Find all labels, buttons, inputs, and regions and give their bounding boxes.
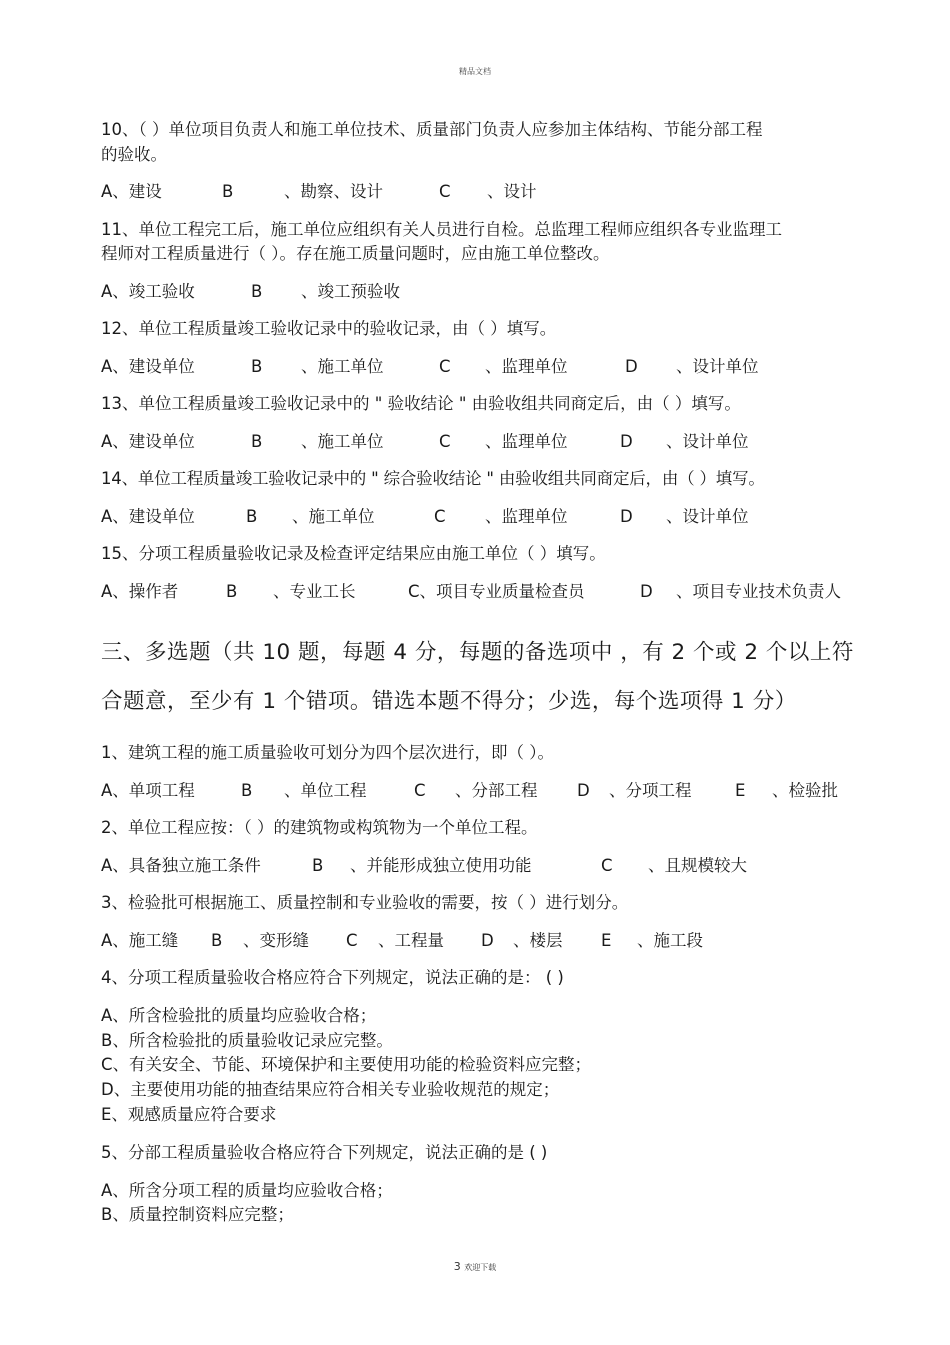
q11-option-b-letter: B bbox=[251, 282, 263, 301]
m4-item-e: E、观感质量应符合要求 bbox=[101, 1105, 277, 1124]
q15-option-b: 、专业工长 bbox=[273, 582, 356, 601]
m5-item-a: A、所含分项工程的质量均应验收合格； bbox=[101, 1181, 393, 1200]
m1-option-c-letter: C bbox=[414, 781, 426, 800]
q14-option-b-letter: B bbox=[246, 507, 258, 526]
m3-option-d: 、楼层 bbox=[513, 931, 563, 950]
m2-option-b-letter: B bbox=[312, 856, 324, 875]
q12-option-d: 、设计单位 bbox=[676, 357, 759, 376]
question-10-line-1: 10、（ ）单位项目负责人和施工单位技术、质量部门负责人应参加主体结构、节能分部工程 bbox=[101, 120, 763, 139]
m2-option-b: 、并能形成独立使用功能 bbox=[350, 856, 532, 875]
q13-option-d-letter: D bbox=[620, 432, 633, 451]
m1-option-a: A、单项工程 bbox=[101, 781, 195, 800]
q14-option-d: 、设计单位 bbox=[666, 507, 749, 526]
q13-option-c: 、监理单位 bbox=[485, 432, 568, 451]
question-10-line-2: 的验收。 bbox=[101, 145, 167, 164]
m3-option-d-letter: D bbox=[481, 931, 494, 950]
q13-option-c-letter: C bbox=[439, 432, 451, 451]
m4-item-a: A、所含检验批的质量均应验收合格； bbox=[101, 1006, 377, 1025]
multi-question-1: 1、建筑工程的施工质量验收可划分为四个层次进行，即（ ）。 bbox=[101, 743, 554, 762]
q12-option-c-letter: C bbox=[439, 357, 451, 376]
m3-option-e-letter: E bbox=[601, 931, 612, 950]
footer-note: 欢迎下载 bbox=[464, 1263, 497, 1272]
q12-option-b: 、施工单位 bbox=[301, 357, 384, 376]
m1-option-e-letter: E bbox=[735, 781, 746, 800]
question-11-line-1: 11、单位工程完工后，施工单位应组织有关人员进行自检。总监理工程师应组织各专业监理工 bbox=[101, 220, 782, 239]
m2-option-a: A、具备独立施工条件 bbox=[101, 856, 261, 875]
q13-option-b: 、施工单位 bbox=[301, 432, 384, 451]
q14-option-c: 、监理单位 bbox=[485, 507, 568, 526]
q12-option-d-letter: D bbox=[625, 357, 638, 376]
section-3-heading-line-1: 三、多选题（共 10 题，每题 4 分，每题的备选项中 ，有 2 个或 2 个以上符 bbox=[101, 640, 854, 665]
question-11-line-2: 程师对工程质量进行（ ）。存在施工质量问题时，应由施工单位整改。 bbox=[101, 244, 610, 263]
q12-option-b-letter: B bbox=[251, 357, 263, 376]
m2-option-c: 、且规模较大 bbox=[648, 856, 747, 875]
m3-option-c: 、工程量 bbox=[378, 931, 444, 950]
page-number: 3 bbox=[453, 1260, 461, 1273]
m3-option-b-letter: B bbox=[211, 931, 223, 950]
q15-option-a: A、操作者 bbox=[101, 582, 179, 601]
multi-question-3: 3、检验批可根据施工、质量控制和专业验收的需要，按（ ）进行划分。 bbox=[101, 893, 629, 912]
m4-item-d: D、主要使用功能的抽查结果应符合相关专业验收规范的规定； bbox=[101, 1080, 560, 1099]
q14-option-b: 、施工单位 bbox=[292, 507, 375, 526]
q11-option-b: 、竣工预验收 bbox=[301, 282, 400, 301]
m3-option-e: 、施工段 bbox=[637, 931, 703, 950]
q10-option-b: 、勘察、设计 bbox=[284, 182, 383, 201]
q15-option-d-letter: D bbox=[640, 582, 653, 601]
q13-option-b-letter: B bbox=[251, 432, 263, 451]
q14-option-c-letter: C bbox=[434, 507, 446, 526]
q14-option-a: A、建设单位 bbox=[101, 507, 195, 526]
q11-option-a: A、竣工验收 bbox=[101, 282, 195, 301]
question-15: 15、分项工程质量验收记录及检查评定结果应由施工单位（ ）填写。 bbox=[101, 544, 606, 563]
q13-option-a: A、建设单位 bbox=[101, 432, 195, 451]
m5-item-b: B、质量控制资料应完整； bbox=[101, 1205, 294, 1224]
m1-option-c: 、分部工程 bbox=[455, 781, 538, 800]
m1-option-d: 、分项工程 bbox=[609, 781, 692, 800]
m4-item-c: C、有关安全、节能、环境保护和主要使用功能的检验资料应完整； bbox=[101, 1055, 592, 1074]
q15-option-d: 、项目专业技术负责人 bbox=[676, 582, 841, 601]
m1-option-b: 、单位工程 bbox=[284, 781, 367, 800]
question-12: 12、单位工程质量竣工验收记录中的验收记录，由（ ）填写。 bbox=[101, 319, 557, 338]
q10-option-b-letter: B bbox=[222, 182, 234, 201]
page-header: 精品文档 bbox=[459, 67, 491, 76]
q12-option-c: 、监理单位 bbox=[485, 357, 568, 376]
m3-option-b: 、变形缝 bbox=[243, 931, 309, 950]
m2-option-c-letter: C bbox=[601, 856, 613, 875]
multi-question-5: 5、分部工程质量验收合格应符合下列规定，说法正确的是 ( ) bbox=[101, 1143, 548, 1162]
m1-option-d-letter: D bbox=[577, 781, 590, 800]
question-13: 13、单位工程质量竣工验收记录中的 " 验收结论 " 由验收组共同商定后，由（ ）填写。 bbox=[101, 394, 741, 413]
m1-option-e: 、检验批 bbox=[772, 781, 838, 800]
m4-item-b: B、所含检验批的质量验收记录应完整。 bbox=[101, 1031, 393, 1050]
q10-option-c-letter: C bbox=[439, 182, 451, 201]
m3-option-c-letter: C bbox=[346, 931, 358, 950]
q13-option-d: 、设计单位 bbox=[666, 432, 749, 451]
multi-question-2: 2、单位工程应按：（ ）的建筑物或构筑物为一个单位工程。 bbox=[101, 818, 538, 837]
section-3-heading-line-2: 合题意，至少有 1 个错项。错选本题不得分；少选，每个选项得 1 分） bbox=[101, 689, 797, 714]
q12-option-a: A、建设单位 bbox=[101, 357, 195, 376]
m3-option-a: A、施工缝 bbox=[101, 931, 179, 950]
q10-option-c: 、设计 bbox=[487, 182, 537, 201]
q15-option-b-letter: B bbox=[226, 582, 238, 601]
q15-option-c: C、项目专业质量检查员 bbox=[408, 582, 585, 601]
m1-option-b-letter: B bbox=[241, 781, 253, 800]
multi-question-4: 4、分项工程质量验收合格应符合下列规定，说法正确的是： ( ) bbox=[101, 968, 564, 987]
q10-option-a: A、建设 bbox=[101, 182, 162, 201]
page-footer bbox=[0, 1260, 950, 1273]
q14-option-d-letter: D bbox=[620, 507, 633, 526]
question-14: 14、单位工程质量竣工验收记录中的 " 综合验收结论 " 由验收组共同商定后，由（ ）填写。 bbox=[101, 469, 765, 488]
